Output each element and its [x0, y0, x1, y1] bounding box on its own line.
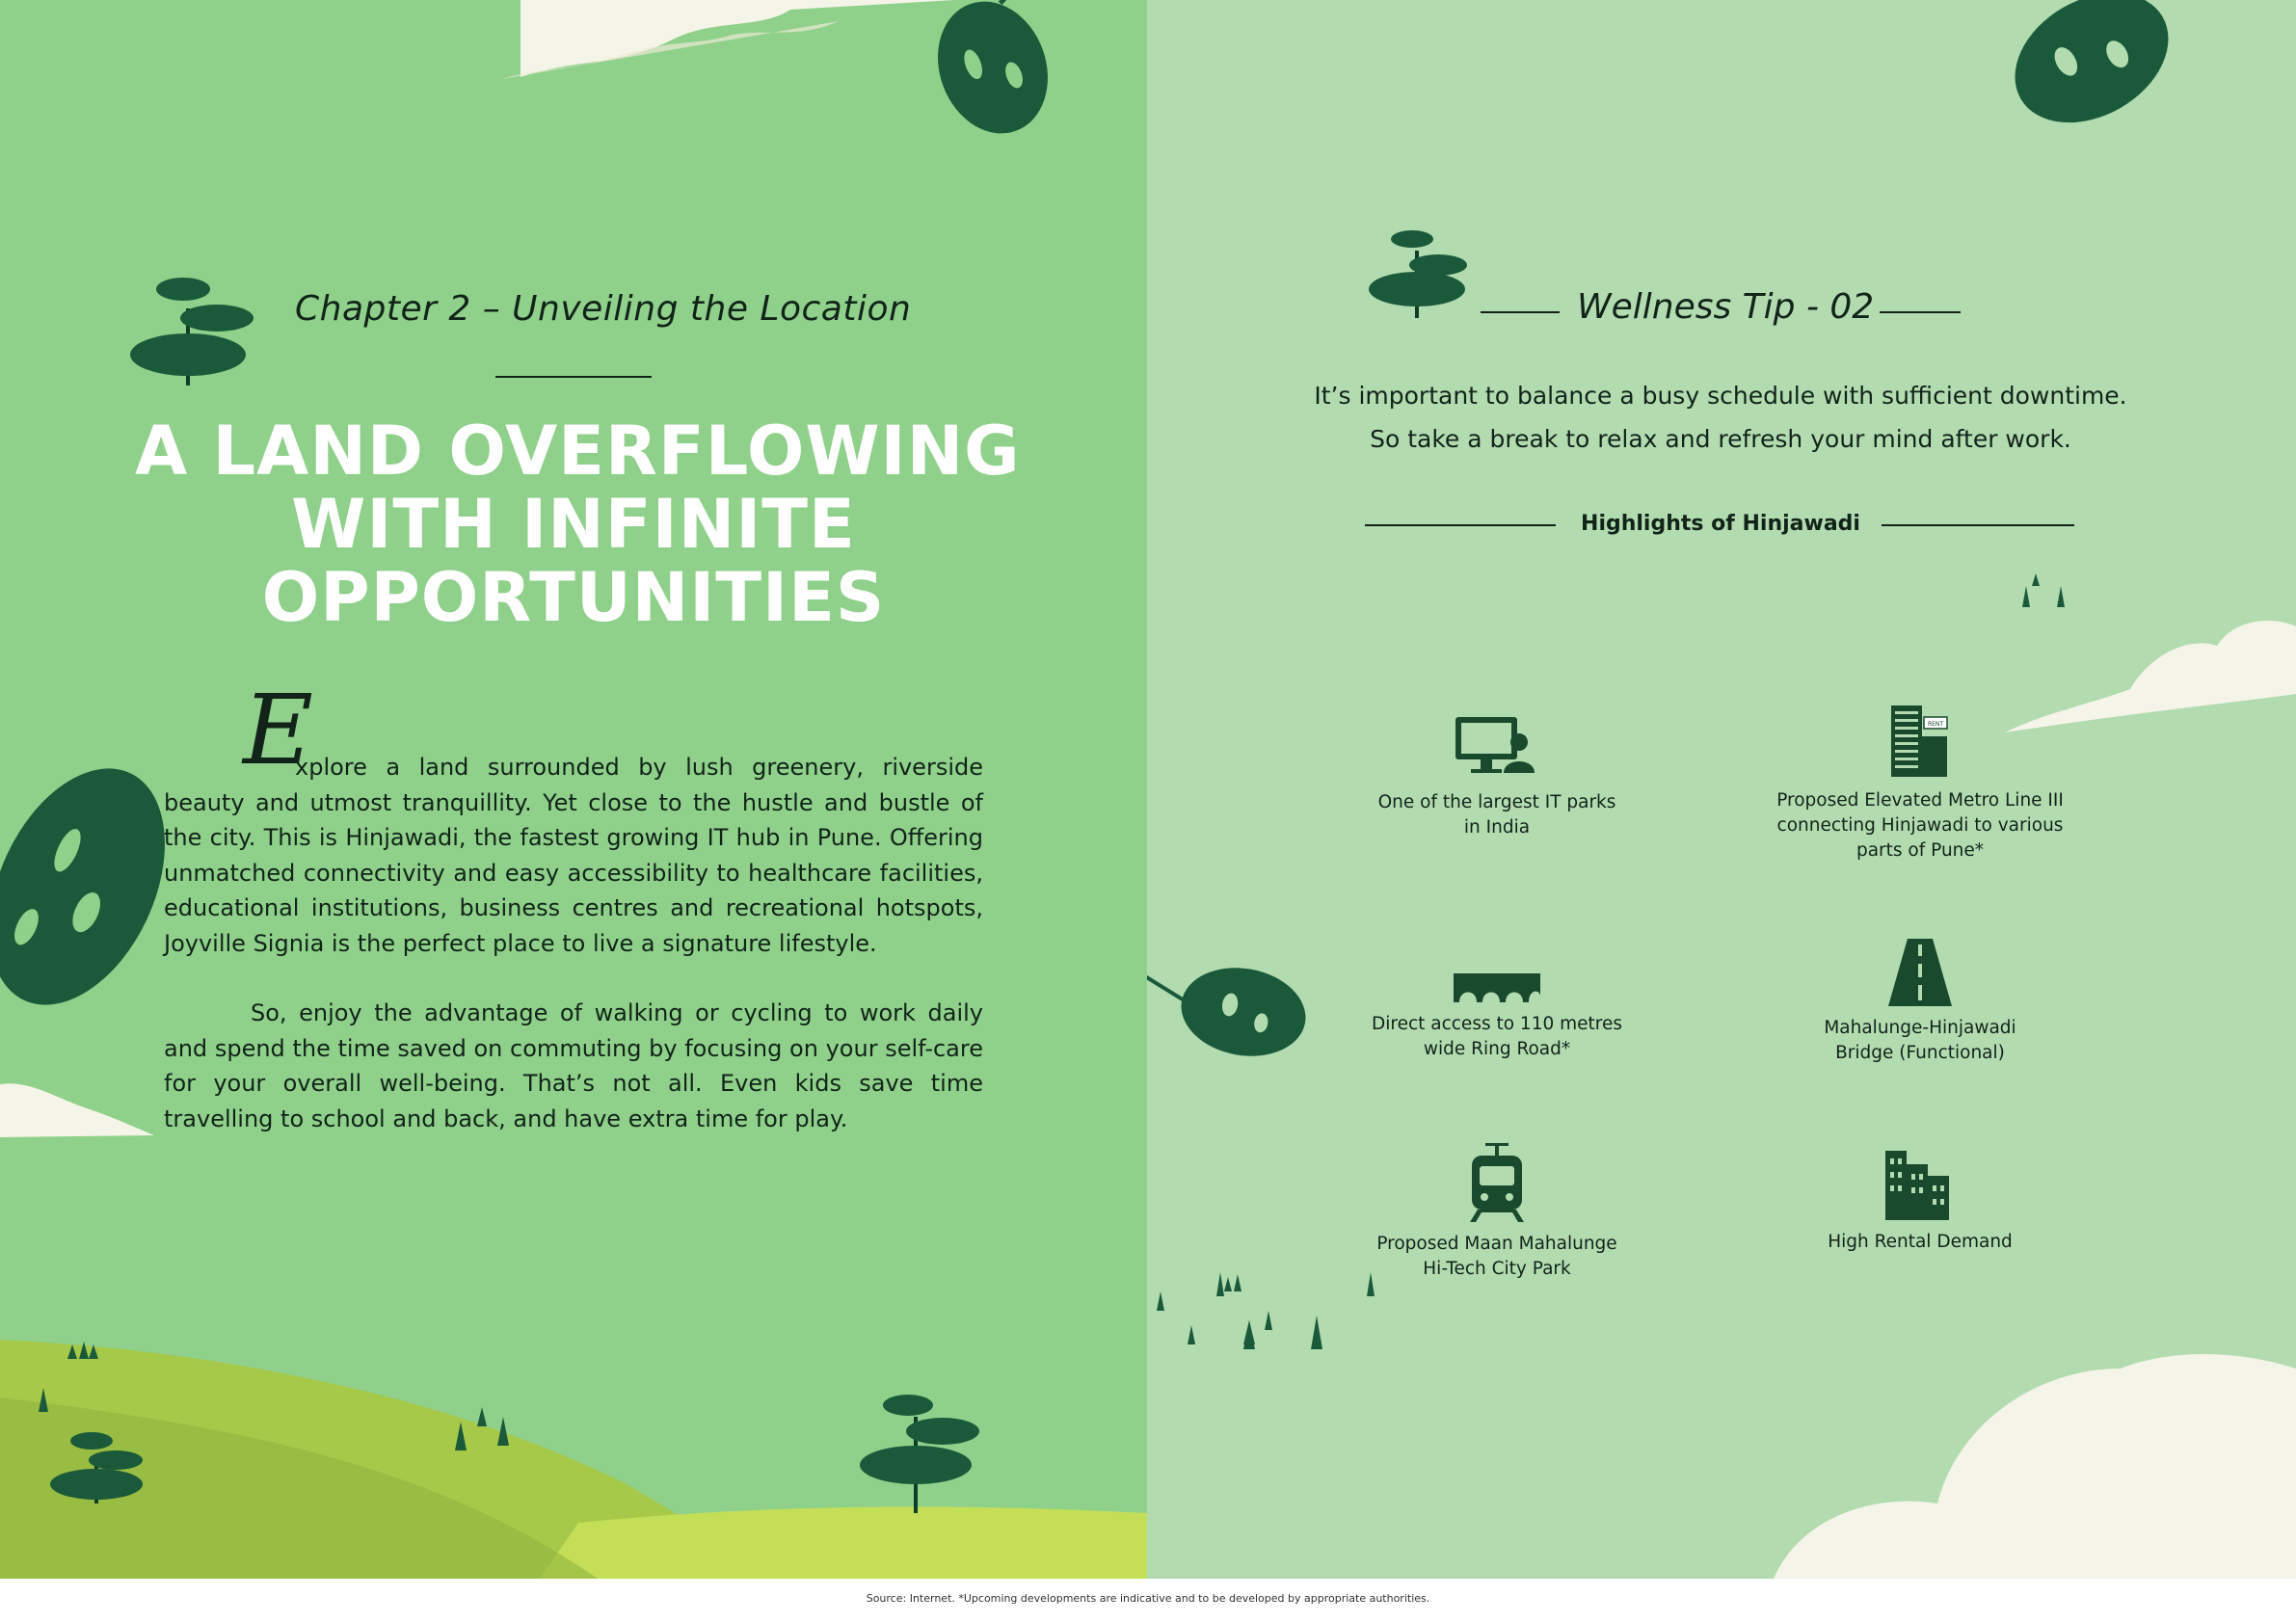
highlight-label: Proposed Elevated Metro Line III connecting Hinjawadi to various parts of Pune* [1776, 790, 2064, 861]
body-paragraph [164, 996, 983, 1136]
apartment-buildings-icon [1882, 1151, 1959, 1220]
highlights-divider [1365, 524, 1556, 526]
tree-icon [130, 278, 254, 386]
highlight-item [1766, 702, 2074, 864]
highlights-title: Highlights of Hinjawadi [1581, 512, 1860, 536]
drop-cap: E [243, 674, 313, 786]
office-building-icon [1882, 702, 1959, 779]
tree-icon [1369, 230, 1467, 318]
highlight-item [1343, 713, 1651, 840]
wellness-divider [1880, 311, 1961, 313]
cloud-decoration [1774, 1354, 2296, 1579]
computer-user-icon [1454, 713, 1540, 781]
highlight-label: Direct access to 110 metres wide Ring Road* [1371, 1014, 1622, 1059]
rent-sign-text: RENT [1927, 721, 1944, 728]
highlight-label: High Rental Demand [1828, 1232, 2013, 1252]
wellness-text [1301, 374, 2140, 461]
wellness-divider [1481, 311, 1560, 313]
right-page [1147, 0, 2296, 1579]
wellness-title: Wellness Tip - 02 [1577, 287, 1875, 327]
monstera-leaf-icon [1991, 0, 2191, 148]
highlight-item [1766, 1151, 2074, 1255]
monstera-leaf-icon [912, 0, 1088, 149]
chapter-divider [495, 376, 652, 378]
highlight-item [1343, 1143, 1651, 1282]
highlight-item [1766, 939, 2074, 1066]
highlight-label: Mahalunge-Hinjawadi Bridge (Functional) [1824, 1018, 2016, 1063]
highlight-label: One of the largest IT parks in India [1377, 792, 1616, 838]
paragraph-text: xplore a land surrounded by lush greenery, riverside beauty and utmost tranquillity. Yet close to the hustle and bustle of the city. This is Hinjawadi, the fastest growing IT hub in Pune. Offering unmatched connectivity and easy accessibility to healthcare facilities, educational institutions, business centres and recreational hotspots, Joyville Signia is the perfect place to live a signature lifestyle. [164, 754, 983, 957]
body-copy [164, 750, 983, 1136]
chapter-title: Chapter 2 – Unveiling the Location [295, 289, 912, 329]
highlight-label: Proposed Maan Mahalunge Hi-Tech City Park [1376, 1234, 1617, 1279]
cloud-decoration [0, 1083, 154, 1137]
paragraph-text: So, enjoy the advantage of walking or cycling to work daily and spend the time saved on commuting by focusing on your self-care for your overall well-being. That’s not all. Even kids save time travelling to school and back, and have extra time for play. [164, 999, 983, 1132]
body-paragraph [164, 750, 983, 961]
page-headline [135, 412, 1021, 637]
highlights-divider [1882, 524, 2074, 526]
highlight-item [1343, 968, 1651, 1062]
headline-line: OPPORTUNITIES [261, 558, 886, 637]
headline-line: WITH INFINITE [291, 485, 856, 564]
wellness-line: So take a break to relax and refresh your mind after work. [1370, 425, 2071, 453]
road-icon [1886, 939, 1954, 1006]
footer-note: Source: Internet. *Upcoming developments are indicative and to be developed by appropriate authorities. [866, 1592, 1430, 1605]
wellness-line: It’s important to balance a busy schedule with sufficient downtime. [1314, 382, 2127, 410]
left-page [0, 0, 1147, 1579]
ring-road-icon [1454, 968, 1540, 1002]
monstera-leaf-icon [1147, 951, 1313, 1066]
right-page-illustration [1147, 0, 2296, 1579]
tram-icon [1468, 1143, 1526, 1222]
headline-line: A LAND OVERFLOWING [135, 412, 1021, 491]
tree-icon [860, 1395, 979, 1513]
